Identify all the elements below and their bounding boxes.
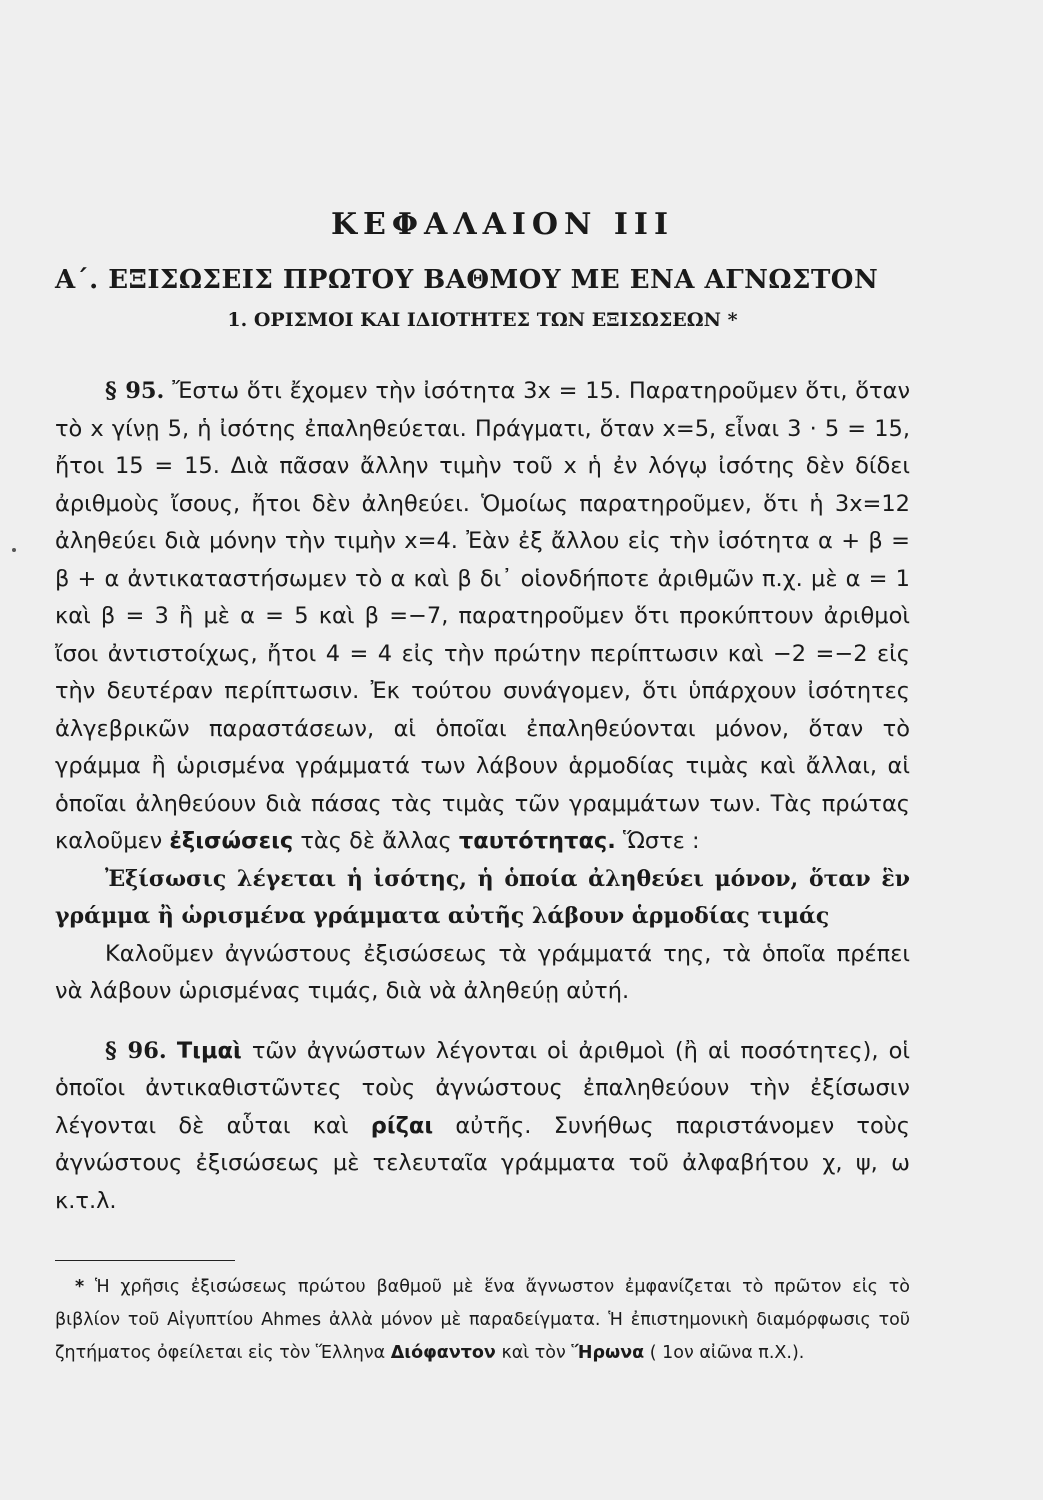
sub-title: 1. ΟΡΙΣΜΟΙ ΚΑΙ ΙΔΙΟΤΗΤΕΣ ΤΩΝ ΕΞΙΣΩΣΕΩΝ * bbox=[227, 309, 738, 331]
paragraph-96 bbox=[55, 1033, 910, 1221]
paragraph-text: τὰς δὲ ἄλλας bbox=[300, 828, 452, 854]
paragraph-number: § 95. bbox=[105, 378, 165, 404]
page bbox=[55, 205, 910, 1370]
term-identities: ταυτότητας. bbox=[458, 828, 616, 854]
footnote-divider bbox=[55, 1260, 235, 1261]
definition: Ἐξίσωσις λέγεται ἡ ἰσότης, ἡ ὁποία ἀληθεύει μόνον, ὅταν ἓν γράμμα ἢ ὡρισμένα γράμματα αὐτῆς λάβουν ἁρμοδίας τιμάς bbox=[55, 865, 910, 929]
chapter-heading: ΚΕΦΑΛΑΙΟΝ III bbox=[330, 207, 675, 242]
paragraph-95 bbox=[55, 373, 910, 861]
footnote bbox=[55, 1271, 910, 1370]
term-values: Τιμαὶ bbox=[176, 1037, 242, 1064]
paragraph-text: Ἔστω ὅτι ἔχομεν τὴν ἰσότητα 3x = 15. Παρατηροῦμεν ὅτι, ὅταν τὸ x γίνῃ 5, ἡ ἰσότης ἐπαληθεύεται. Πράγματι, ὅταν x=5, εἶναι 3 · 5 = 15, ἤτοι 15 = 15. Διὰ πᾶσαν ἄλλην τιμὴν τοῦ x ἡ ἐν λόγῳ ἰσότης δὲν δίδει ἀριθμοὺς ἴσους, ἤτοι δὲν ἀληθεύει. Ὁμοίως παρατηροῦμεν, ὅτι ἡ 3x=12 ἀληθεύει διὰ μόνην τὴν τιμὴν x=4. Ἐὰν ἐξ ἄλλου εἰς τὴν ἰσότητα α + β = β + α ἀντικαταστήσωμεν τὸ α καὶ β δι᾿ οἱονδήποτε ἀριθμῶν π.χ. μὲ α = 1 καὶ β = 3 ἢ μὲ α = 5 καὶ β =−7, παρατηροῦμεν ὅτι προκύπτουν ἀριθμοὶ ἴσοι ἀντιστοίχως, ἤτοι 4 = 4 εἰς τὴν πρώτην περίπτωσιν καὶ −2 =−2 εἰς τὴν δευτέραν περίπτωσιν. Ἐκ τούτου συνάγομεν, ὅτι ὑπάρχουν ἰσότητες ἀλγεβρικῶν παραστάσεων, αἱ ὁποῖαι ἐπαληθεύονται μόνον, ὅταν τὸ γράμμα ἢ ὡρισμένα γράμματά των λάβουν ἁρμοδίας τιμὰς καὶ ἄλλαι, αἱ ὁποῖαι ἀληθεύουν διὰ πάσας τὰς τιμὰς τῶν γραμμάτων των. Τὰς πρώτας καλοῦμεν bbox=[55, 378, 911, 854]
paragraph-number: § 96. bbox=[105, 1037, 167, 1064]
page-speck bbox=[12, 548, 16, 552]
body-text bbox=[55, 373, 910, 1220]
section-title: Α΄. ΕΞΙΣΩΣΕΙΣ ΠΡΩΤΟΥ ΒΑΘΜΟΥ ΜΕ ΕΝΑ ΑΓΝΩΣΤΟΝ bbox=[55, 265, 879, 295]
bleed-through-text bbox=[60, 60, 1003, 90]
term-equations: ἐξισώσεις bbox=[169, 828, 294, 854]
term-roots: ρίζαι bbox=[370, 1112, 434, 1139]
unknowns-paragraph: Καλοῦμεν ἀγνώστους ἐξισώσεως τὰ γράμματά της, τὰ ὁποῖα πρέπει νὰ λάβουν ὡρισμένας τιμάς, διὰ νὰ ἀληθεύῃ αὐτή. bbox=[55, 940, 910, 1004]
footnote-text: Ἡ χρῆσις ἐξισώσεως πρώτου βαθμοῦ μὲ ἕνα ἄγνωστον ἐμφανίζεται τὸ πρῶτον εἰς τὸ βιβλίον τοῦ Αἰγυπτίου Ahmes ἀλλὰ μόνον μὲ παραδείγματα. Ἡ ἐπιστημονικὴ διαμόρφωσις τοῦ ζητήματος ὀφείλεται εἰς τὸν Ἕλληνα bbox=[55, 1277, 910, 1363]
footnote-name-diophantus: Διόφαντον bbox=[390, 1343, 496, 1363]
paragraph-text: αὐτῆς. Συνήθως παριστάνομεν τοὺς ἀγνώστους ἐξισώσεως μὲ τελευταῖα γράμματα τοῦ ἀλφαβήτου χ, ψ, ω κ.τ.λ. bbox=[55, 1112, 910, 1214]
paragraph-text: τῶν ἀγνώστων λέγονται οἱ ἀριθμοὶ (ἢ αἱ ποσότητες), οἱ ὁποῖοι ἀντικαθιστῶντες τοὺς ἀγνώστους ἐπαληθεύουν τὴν ἐξίσωσιν λέγονται δὲ αὗται καὶ bbox=[55, 1037, 911, 1139]
paragraph-text: Ὥστε : bbox=[622, 828, 700, 854]
footnote-text: ( 1ον αἰῶνα π.Χ.). bbox=[649, 1343, 805, 1363]
footnote-text: καὶ τὸν bbox=[501, 1343, 566, 1363]
footnote-name-heron: Ἥρωνα bbox=[571, 1343, 645, 1363]
footnote-marker: * bbox=[75, 1277, 85, 1297]
